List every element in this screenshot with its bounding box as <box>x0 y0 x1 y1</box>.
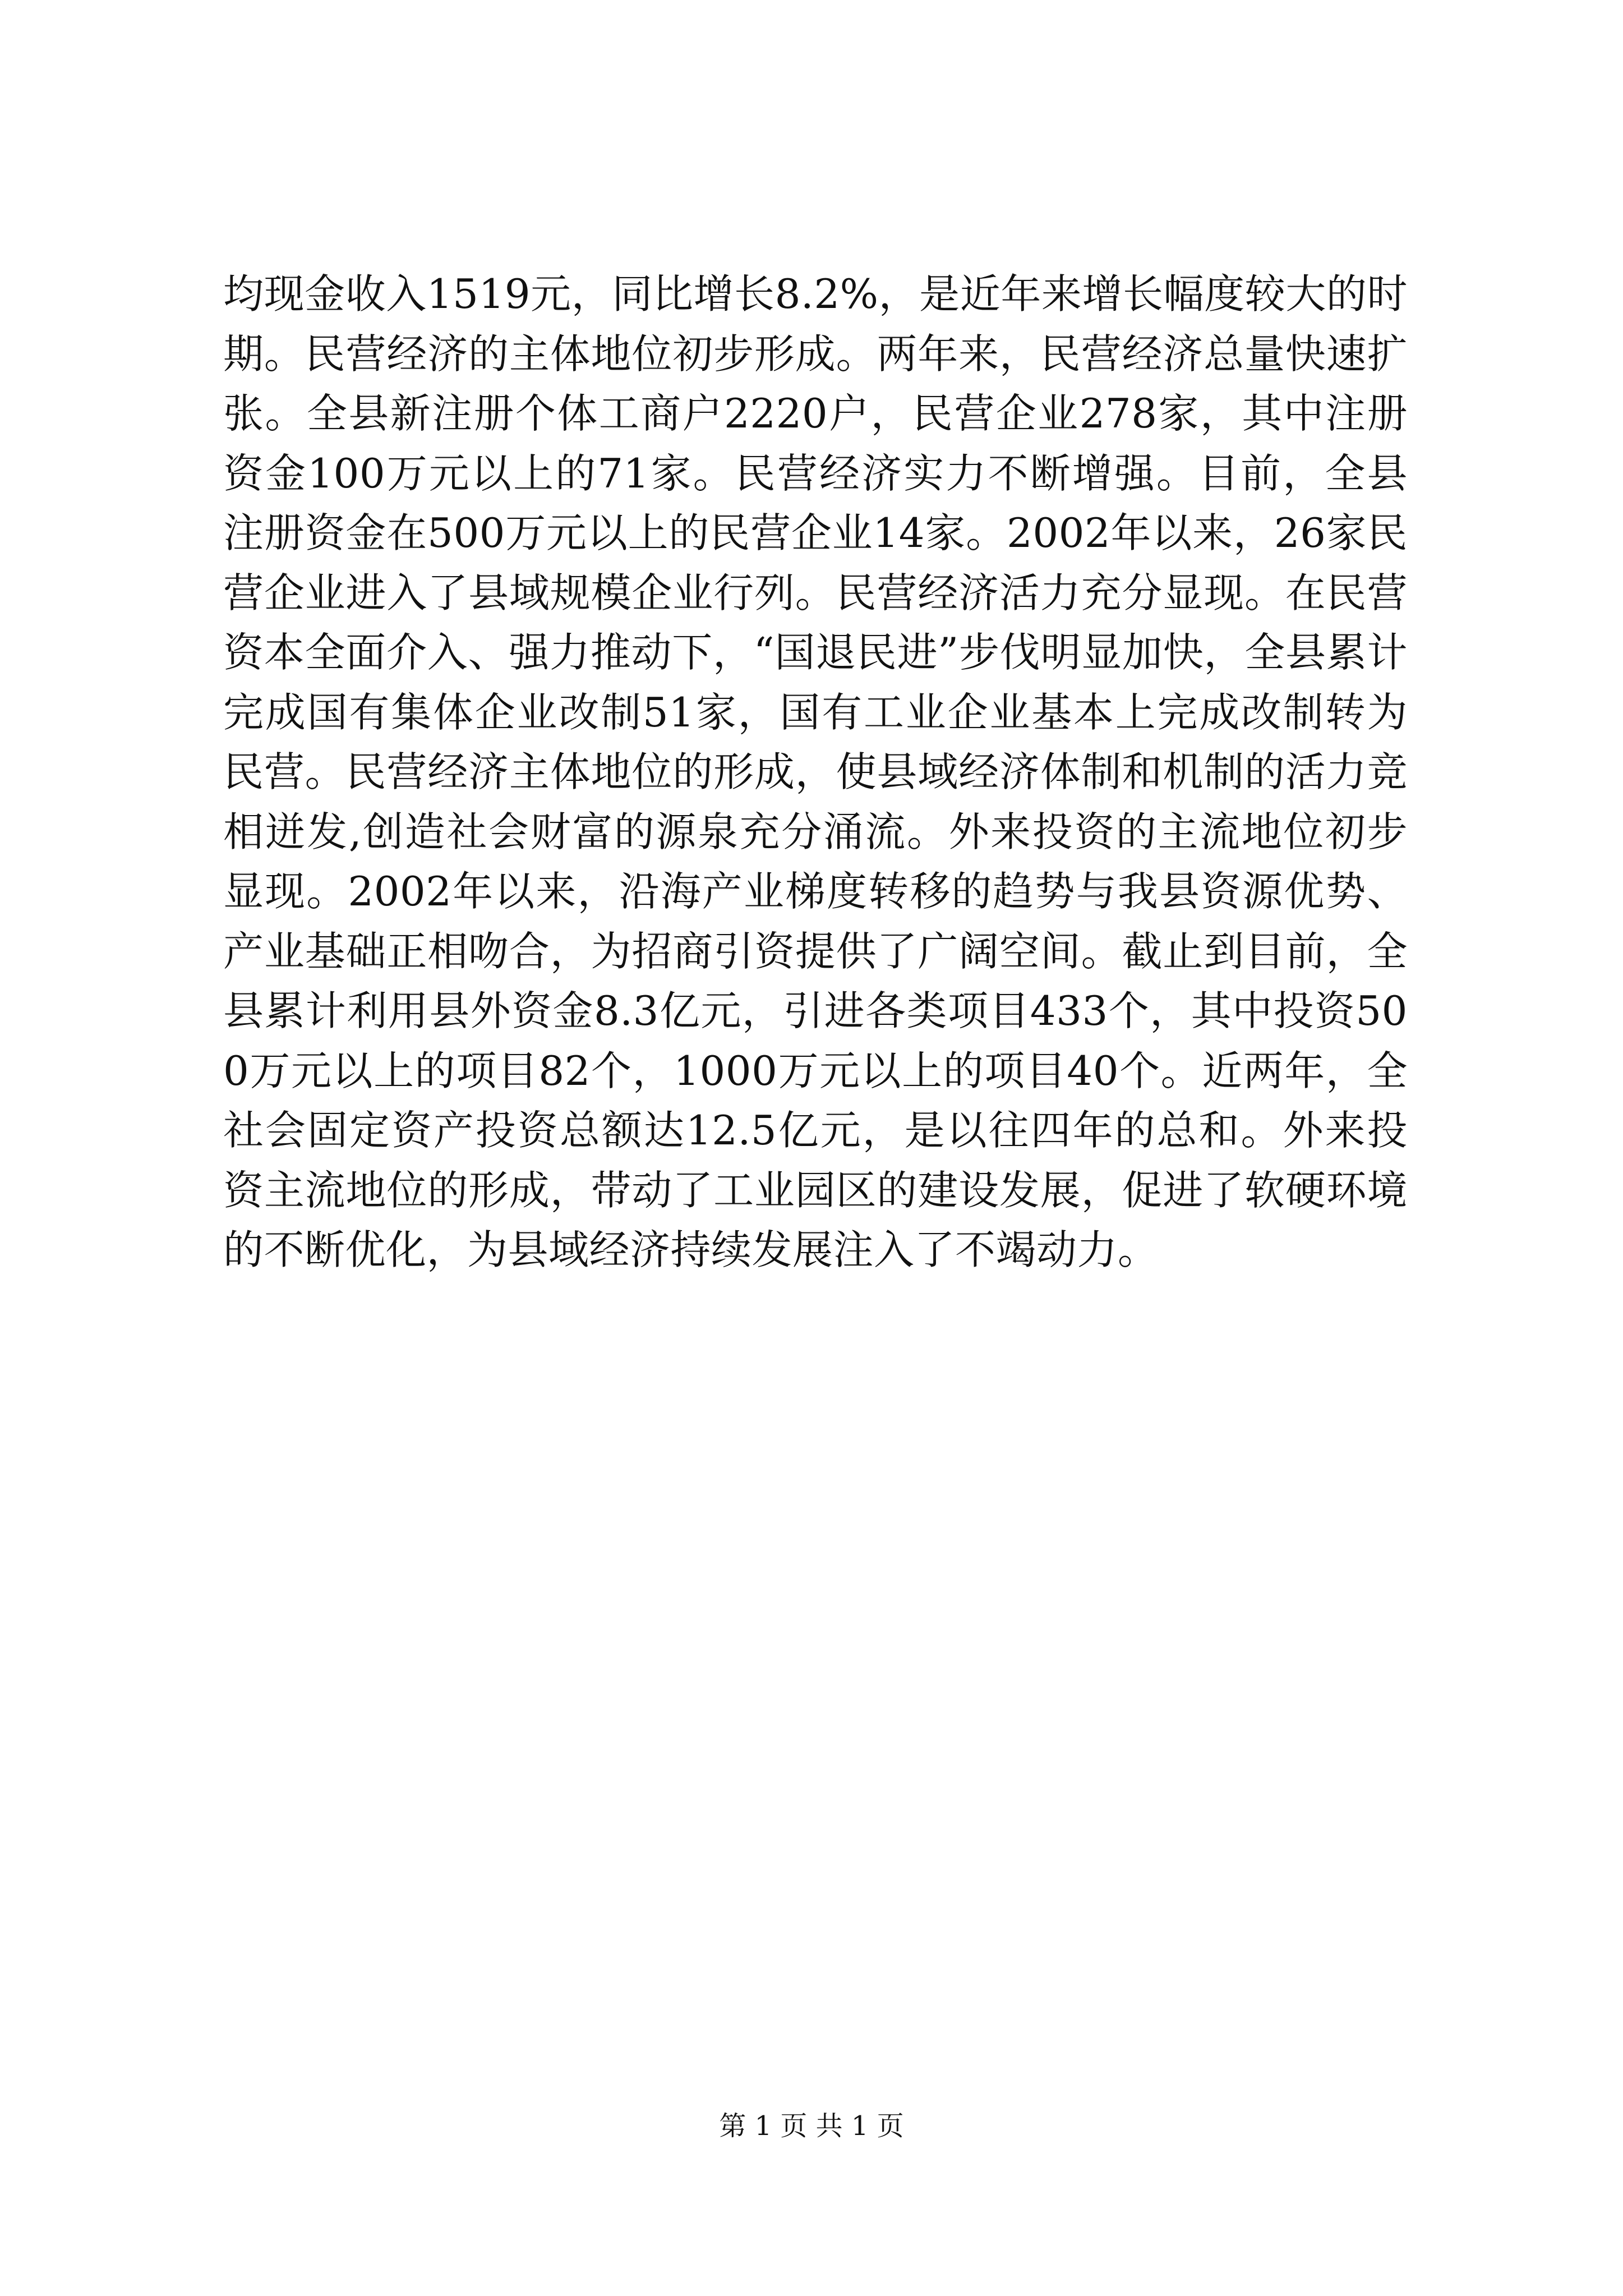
page-number-footer: 第 1 页 共 1 页 <box>719 2110 904 2142</box>
body-paragraph: 均现金收入1519元，同比增长8.2%，是近年来增长幅度较大的时期。民营经济的主体地位初步形成。两年来，民营经济总量快速扩张。全县新注册个体工商户2220户，民营企业278家，其中注册资金100万元以上的71家。民营经济实力不断增强。目前，全县注册资金在500万元以上的民营企业14家。2002年以来，26家民营企业进入了县域规模企业行列。民营经济活力充分显现。在民营资本全面介入、强力推动下，“国退民进”步伐明显加快，全县累计完成国有集体企业改制51家，国有工业企业基本上完成改制转为民营。民营经济主体地位的形成，使县域经济体制和机制的活力竞相迸发,创造社会财富的源泉充分涌流。外来投资的主流地位初步显现。2002年以来，沿海产业梯度转移的趋势与我县资源优势、产业基础正相吻合，为招商引资提供了广阔空间。截止到目前，全县累计利用县外资金8.3亿元，引进各类项目433个，其中投资500万元以上的项目82个，1000万元以上的项目40个。近两年，全社会固定资产投资总额达12.5亿元，是以往四年的总和。外来投资主流地位的形成，带动了工业园区的建设发展，促进了软硬环境的不断优化，为县域经济持续发展注入了不竭动力。 <box>223 270 1408 1273</box>
